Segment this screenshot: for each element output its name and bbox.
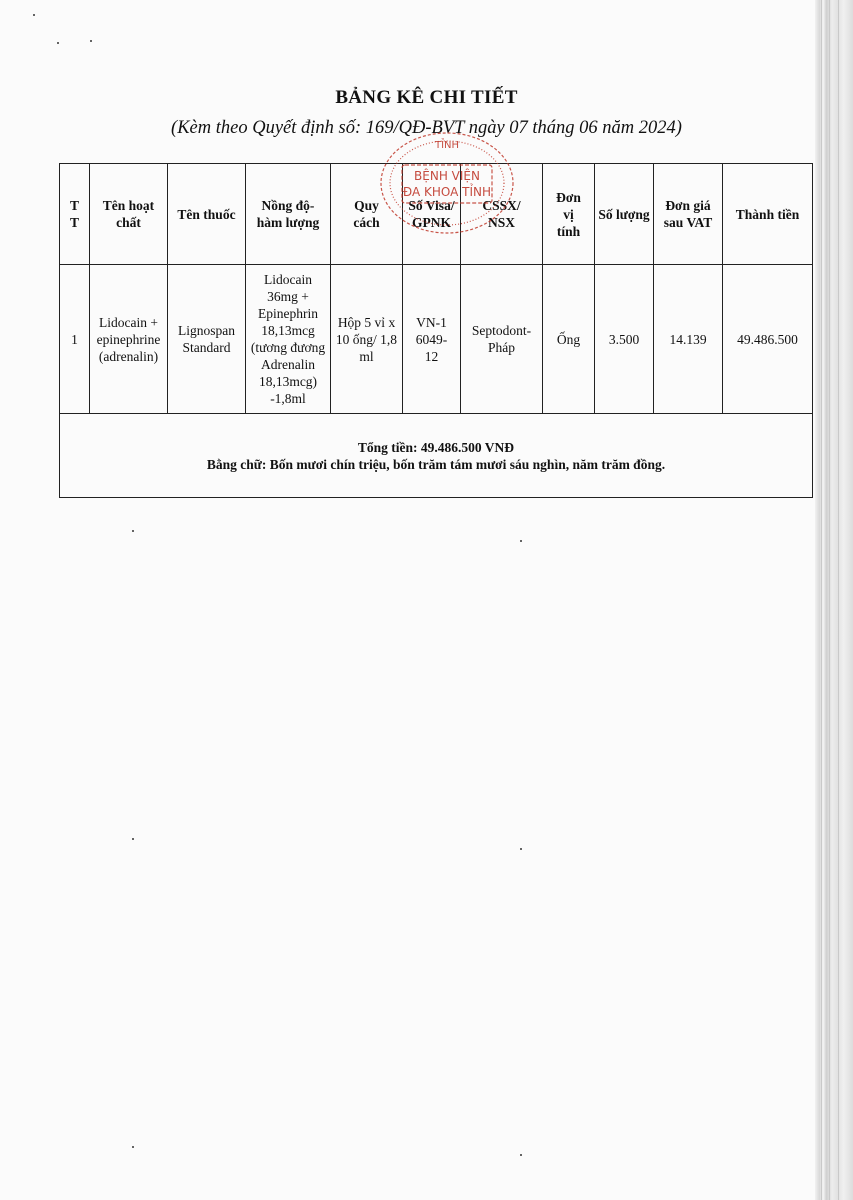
header-unit-price: Đơn giá sau VAT — [654, 164, 723, 265]
header-quantity: Số lượng — [595, 164, 654, 265]
scan-line — [838, 0, 839, 1200]
scan-speck — [57, 42, 59, 44]
header-manufacturer: CSSX/ NSX — [461, 164, 543, 265]
cell-drug-name: Lignospan Standard — [168, 265, 246, 414]
stamp-text-line-2: ĐA KHOA TỈNH — [402, 185, 492, 199]
total-amount: Tổng tiền: 49.486.500 VNĐ — [357, 439, 515, 455]
scan-speck — [132, 530, 134, 532]
stamp-text-line-1: BỆNH VIỆN — [414, 169, 480, 183]
header-unit: Đơn vị tính — [543, 164, 595, 265]
header-row — [60, 164, 813, 265]
total-in-words: Bằng chữ: Bốn mươi chín triệu, bốn trăm tám mươi sáu nghìn, năm trăm đồng. — [206, 456, 666, 472]
cell-active-ingredient: Lidocain + epinephrine (adrenalin) — [90, 265, 168, 414]
document-subtitle: (Kèm theo Quyết định số: 169/QĐ-BVT ngày 07 tháng 06 năm 2024) — [171, 118, 682, 138]
header-packaging: Quy cách — [331, 164, 403, 265]
header-tt: T T — [60, 164, 90, 265]
scan-line — [829, 0, 830, 1200]
scan-speck — [520, 1154, 522, 1156]
cell-tt: 1 — [60, 265, 90, 414]
cell-quantity: 3.500 — [595, 265, 654, 414]
scan-speck — [132, 838, 134, 840]
cell-unit-price: 14.139 — [654, 265, 723, 414]
scan-line — [821, 0, 822, 1200]
total-row — [60, 414, 813, 498]
cell-amount: 49.486.500 — [723, 265, 813, 414]
cell-unit: Ống — [543, 265, 595, 414]
header-drug-name: Tên thuốc — [168, 164, 246, 265]
scan-edge-shadow — [815, 0, 853, 1200]
header-concentration: Nồng độ- hàm lượng — [246, 164, 331, 265]
cell-visa-number: VN-16049-12 — [403, 265, 461, 414]
cell-manufacturer: Septodont- Pháp — [461, 265, 543, 414]
header-amount: Thành tiền — [723, 164, 813, 265]
scan-speck — [132, 1146, 134, 1148]
document-title: BẢNG KÊ CHI TIẾT — [335, 87, 518, 108]
stamp-text-top: TỈNH — [434, 140, 460, 151]
scan-speck — [520, 540, 522, 542]
total-cell — [60, 414, 813, 498]
header-visa-number: Số Visa/ GPNK — [403, 164, 461, 265]
scan-speck — [90, 40, 92, 42]
cell-concentration: Lidocain 36mg + Epinephrin 18,13mcg (tương đương Adrenalin 18,13mcg) -1,8ml — [246, 265, 331, 414]
detail-table — [59, 163, 813, 498]
scan-speck — [520, 848, 522, 850]
table-row — [60, 265, 813, 414]
cell-packaging: Hộp 5 vỉ x 10 ống/ 1,8 ml — [331, 265, 403, 414]
scan-speck — [33, 14, 35, 16]
header-active-ingredient: Tên hoạt chất — [90, 164, 168, 265]
